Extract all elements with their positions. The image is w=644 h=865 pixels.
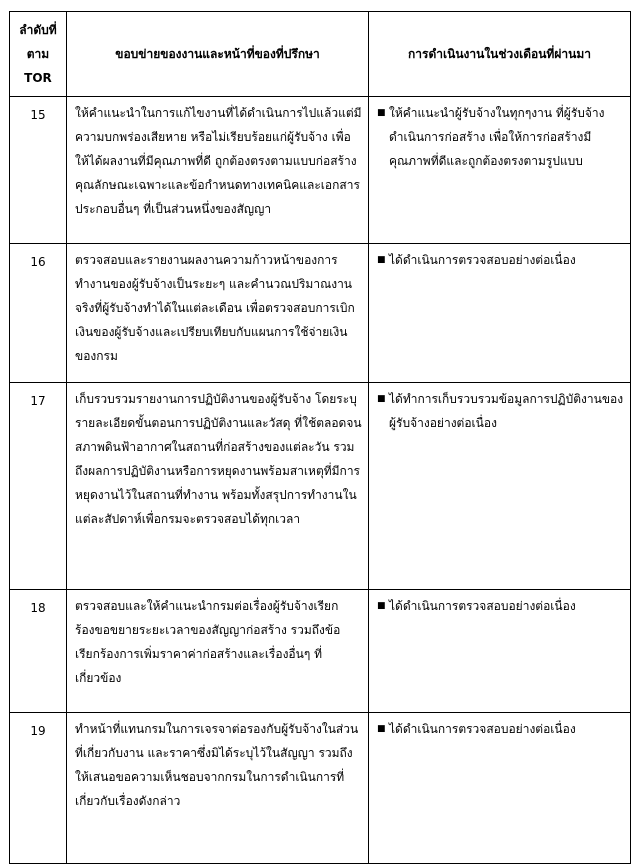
- header-order-line2: ตาม: [26, 47, 50, 61]
- row-number: 19: [10, 713, 67, 864]
- row-number: 18: [10, 590, 67, 713]
- square-bullet-icon: ■: [377, 255, 386, 265]
- header-order-line1: ลำดับที่: [19, 23, 57, 37]
- row-progress: [369, 590, 631, 713]
- header-scope: ขอบข่ายของงานและหน้าที่ของที่ปรึกษา: [67, 12, 369, 97]
- row-progress-text: ได้ดำเนินการตรวจสอบอย่างต่อเนื่อง: [389, 722, 576, 736]
- row-progress-text: ได้ดำเนินการตรวจสอบอย่างต่อเนื่อง: [389, 253, 576, 267]
- row-scope: เก็บรวบรวมรายงานการปฏิบัติงานของผู้รับจ้าง โดยระบุรายละเอียดขั้นตอนการปฏิบัติงานและวัสดุ ที่ใช้ตลอดจนสภาพดินฟ้าอากาศในสถานที่ก่อสร้างของแต่ละวัน รวมถึงผลการปฏิบัติงานหรือการหยุดงานพร้อมสาเหตุที่มีการหยุดงานไว้ในสถานที่ทำงาน พร้อมทั้งสรุปการทำงานในแต่ละสัปดาห์เพื่อกรมจะตรวจสอบได้ทุกเวลา: [67, 383, 369, 590]
- row-number: 17: [10, 383, 67, 590]
- row-scope: ทำหน้าที่แทนกรมในการเจรจาต่อรองกับผู้รับจ้างในส่วนที่เกี่ยวกับงาน และราคาซึ่งมิได้ระบุไว้ในสัญญา รวมถึงให้เสนอขอความเห็นชอบจากกรมในการดำเนินการที่เกี่ยวกับเรื่องดังกล่าว: [67, 713, 369, 864]
- table-row: [10, 244, 631, 383]
- table-row: [10, 383, 631, 590]
- row-scope: ตรวจสอบและรายงานผลงานความก้าวหน้าของการทำงานของผู้รับจ้างเป็นระยะๆ และคำนวณปริมาณงานจริงที่ผู้รับจ้างทำได้ในแต่ละเดือน เพื่อตรวจสอบการเบิกเงินของผู้รับจ้างและเปรียบเทียบกับแผนการใช้จ่ายเงินของกรม: [67, 244, 369, 383]
- row-progress: [369, 713, 631, 864]
- square-bullet-icon: ■: [377, 108, 386, 118]
- row-progress: [369, 244, 631, 383]
- square-bullet-icon: ■: [377, 601, 386, 611]
- row-scope: ตรวจสอบและให้คำแนะนำกรมต่อเรื่องผู้รับจ้างเรียกร้องขอขยายระยะเวลาของสัญญาก่อสร้าง รวมถึงข้อเรียกร้องการเพิ่มราคาค่าก่อสร้างและเรื่องอื่นๆ ที่เกี่ยวข้อง: [67, 590, 369, 713]
- tor-progress-table: [9, 11, 631, 864]
- row-number: 16: [10, 244, 67, 383]
- table-row: [10, 590, 631, 713]
- row-progress: [369, 97, 631, 244]
- square-bullet-icon: ■: [377, 394, 386, 404]
- table-row: [10, 97, 631, 244]
- row-number: 15: [10, 97, 67, 244]
- header-order-line3: TOR: [24, 71, 52, 85]
- row-scope: ให้คำแนะนำในการแก้ไขงานที่ได้ดำเนินการไปแล้วแต่มีความบกพร่องเสียหาย หรือไม่เรียบร้อยแก่ผู้รับจ้าง เพื่อให้ได้ผลงานที่มีคุณภาพที่ดี ถูกต้องตรงตามแบบก่อสร้างคุณลักษณะเฉพาะและข้อกำหนดทางเทคนิคและเอกสารประกอบอื่นๆ ที่เป็นส่วนหนึ่งของสัญญา: [67, 97, 369, 244]
- header-progress: การดำเนินงานในช่วงเดือนที่ผ่านมา: [369, 12, 631, 97]
- row-progress-text: ได้ดำเนินการตรวจสอบอย่างต่อเนื่อง: [389, 599, 576, 613]
- row-progress-text: ให้คำแนะนำผู้รับจ้างในทุกๆงาน ที่ผู้รับจ้างดำเนินการก่อสร้าง เพื่อให้การก่อสร้างมีคุณภาพที่ดีและถูกต้องตรงตามรูปแบบ: [389, 106, 605, 168]
- table-header-row: [10, 12, 631, 97]
- header-order-number: [10, 12, 67, 97]
- row-progress-text: ได้ทำการเก็บรวบรวมข้อมูลการปฏิบัติงานของผู้รับจ้างอย่างต่อเนื่อง: [389, 392, 624, 430]
- row-progress: [369, 383, 631, 590]
- table-row: [10, 713, 631, 864]
- square-bullet-icon: ■: [377, 724, 386, 734]
